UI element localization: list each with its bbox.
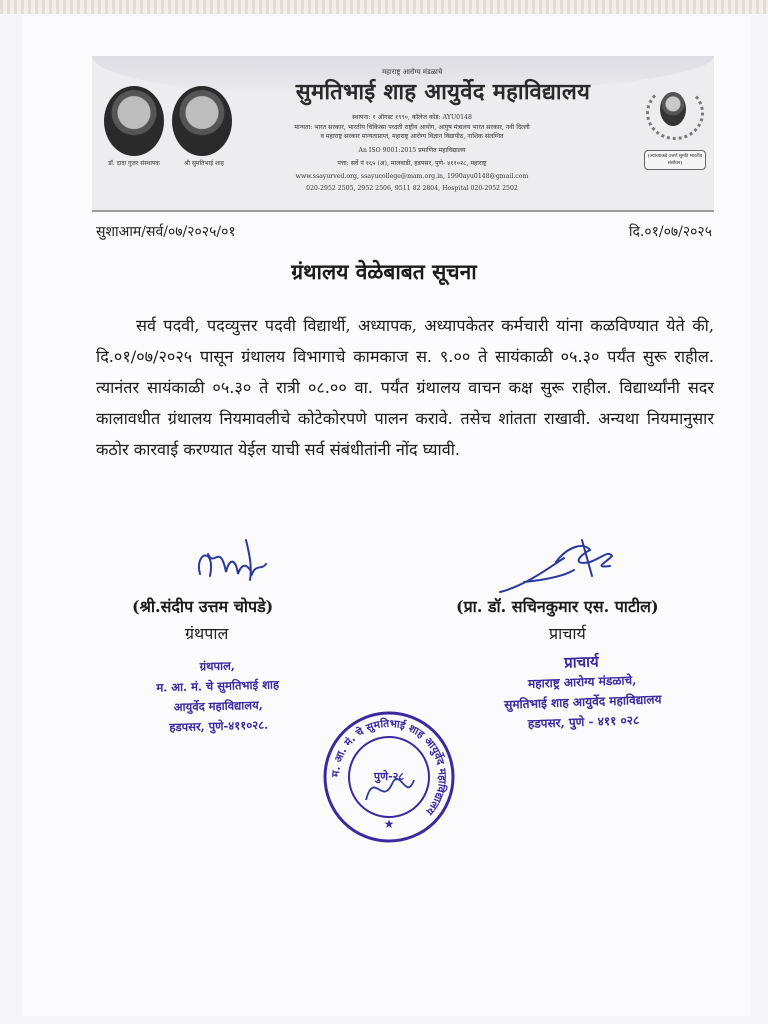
iso-line: An ISO 9001:2015 प्रमाणित महाविद्यालय (358, 147, 466, 154)
star-icon: ★ (383, 817, 395, 831)
sumatibhai-caption: श्री सुमतिभाई शाह (184, 160, 224, 167)
librarian-name: (श्री.संदीप उत्तम चोपडे) (132, 597, 274, 616)
bust-icon (660, 92, 686, 126)
librarian-stamp (127, 654, 309, 739)
college-emblem (644, 86, 700, 136)
librarian-stamp-line: हडपसर, पुणे-४११०२८. (169, 717, 269, 735)
founder-portrait (104, 86, 164, 156)
librarian-stamp-line: म. आ. मं. चे सुमतिभाई शाह (156, 677, 280, 695)
notice-title: ग्रंथालय वेळेबाबत सूचना (291, 259, 477, 284)
principal-signature (494, 536, 624, 602)
seal-ring-text: म. आ. मं. चे सुमतिभाई शाह आयुर्वेद महाविद्यालय (329, 717, 449, 817)
scan-edge-strip (0, 0, 768, 14)
principal-stamp-line: महाराष्ट्र आरोग्य मंडळाचे, (527, 673, 637, 691)
librarian-stamp-line: आयुर्वेद महाविद्यालय, (173, 697, 263, 715)
college-seal (322, 710, 456, 844)
librarian-signature (186, 534, 276, 594)
founded-line: स्थापना: १ ऑगस्ट १९९०, कॉलेज कोड: AYU0148 (352, 114, 472, 121)
librarian-stamp-line: ग्रंथपाल, (199, 658, 235, 674)
notice-date: दि.०१/०७/२०२५ (628, 224, 712, 240)
principal-stamp-line: हडपसर, पुणे - ४११ ०२८ (527, 713, 640, 731)
web-email-line: www.ssayurved.org, ssayucollege@mam.org.in, 1990ayu0148@gmail.com (295, 173, 529, 180)
phone-line: 020-2952 2505, 2952 2506, 9511 82 2804, Hospital 020-2952 2502 (306, 185, 518, 192)
principal-stamp (469, 648, 697, 736)
principal-stamp-line: प्राचार्य (563, 652, 600, 672)
letterhead (92, 56, 714, 212)
principal-designation: प्राचार्य (549, 624, 586, 643)
founder-caption: डॉ. दादा गुजर संस्थापक (108, 160, 160, 167)
recognition-line-2: व महाराष्ट्र सरकार मान्यताप्राप्त, महाराष्ट्र आरोग्य विज्ञान विद्यापीठ, नाशिक संलग्नित (320, 133, 504, 140)
org-prefix: महाराष्ट्र आरोग्य मंडळाचे (382, 68, 443, 76)
recognition-line-1: मान्यता: भारत सरकार, भारतीय चिकित्सा पध्दती राष्ट्रीय आयोग, आयुष मंत्रालय भारत सरकार, नवी दिल्ली (294, 124, 530, 131)
principal-stamp-line: सुमतिभाई शाह आयुर्वेद महाविद्यालय (503, 692, 662, 712)
librarian-designation: ग्रंथपाल (185, 624, 229, 643)
principal-name: (प्रा. डॉ. सचिनकुमार एस. पाटील) (456, 597, 659, 616)
reference-number: सुशाआम/सर्व/०७/२०२५/०१ (96, 224, 236, 240)
seal-center-text: पुणे-२८ (373, 770, 405, 783)
college-name: सुमतिभाई शाह आयुर्वेद महाविद्यालय (295, 79, 591, 105)
notice-body: सर्व पदवी, पदव्युत्तर पदवी विद्यार्थी, अध्यापक, अध्यापकेतर कर्मचारी यांना कळविण्यात येते की, दि.०१/०७/२०२५ पासून ग्रंथालय विभागाचे कामकाज स. ९.०० ते सायंकाळी ०५.३० पर्यंत सुरू राहील. त्यानंतर सायंकाळी ०५.३० ते रात्री ०८.०० वा. पर्यंत ग्रंथालय वाचन कक्ष सुरू राहील. विद्यार्थ्यांनी सदर कालावधीत ग्रंथालय नियमावलीचे कोटेकोरपणे पालन करावे. तसेच शांतता राखावी. अन्यथा नियमानुसार कठोर कारवाई करण्यात येईल याची सर्व संबंधीतांनी नोंद घ्यावी. (96, 316, 714, 459)
emblem-label: (ज्यांच्याकडे उत्तर्ण सुमति भारतीय संशोधन) (644, 150, 706, 170)
address-line: पत्ता: सर्वे नं १६५ (अ), मालवाडी, हडपसर, पुणे- ४११०२८, महाराष्ट्र (337, 160, 487, 167)
